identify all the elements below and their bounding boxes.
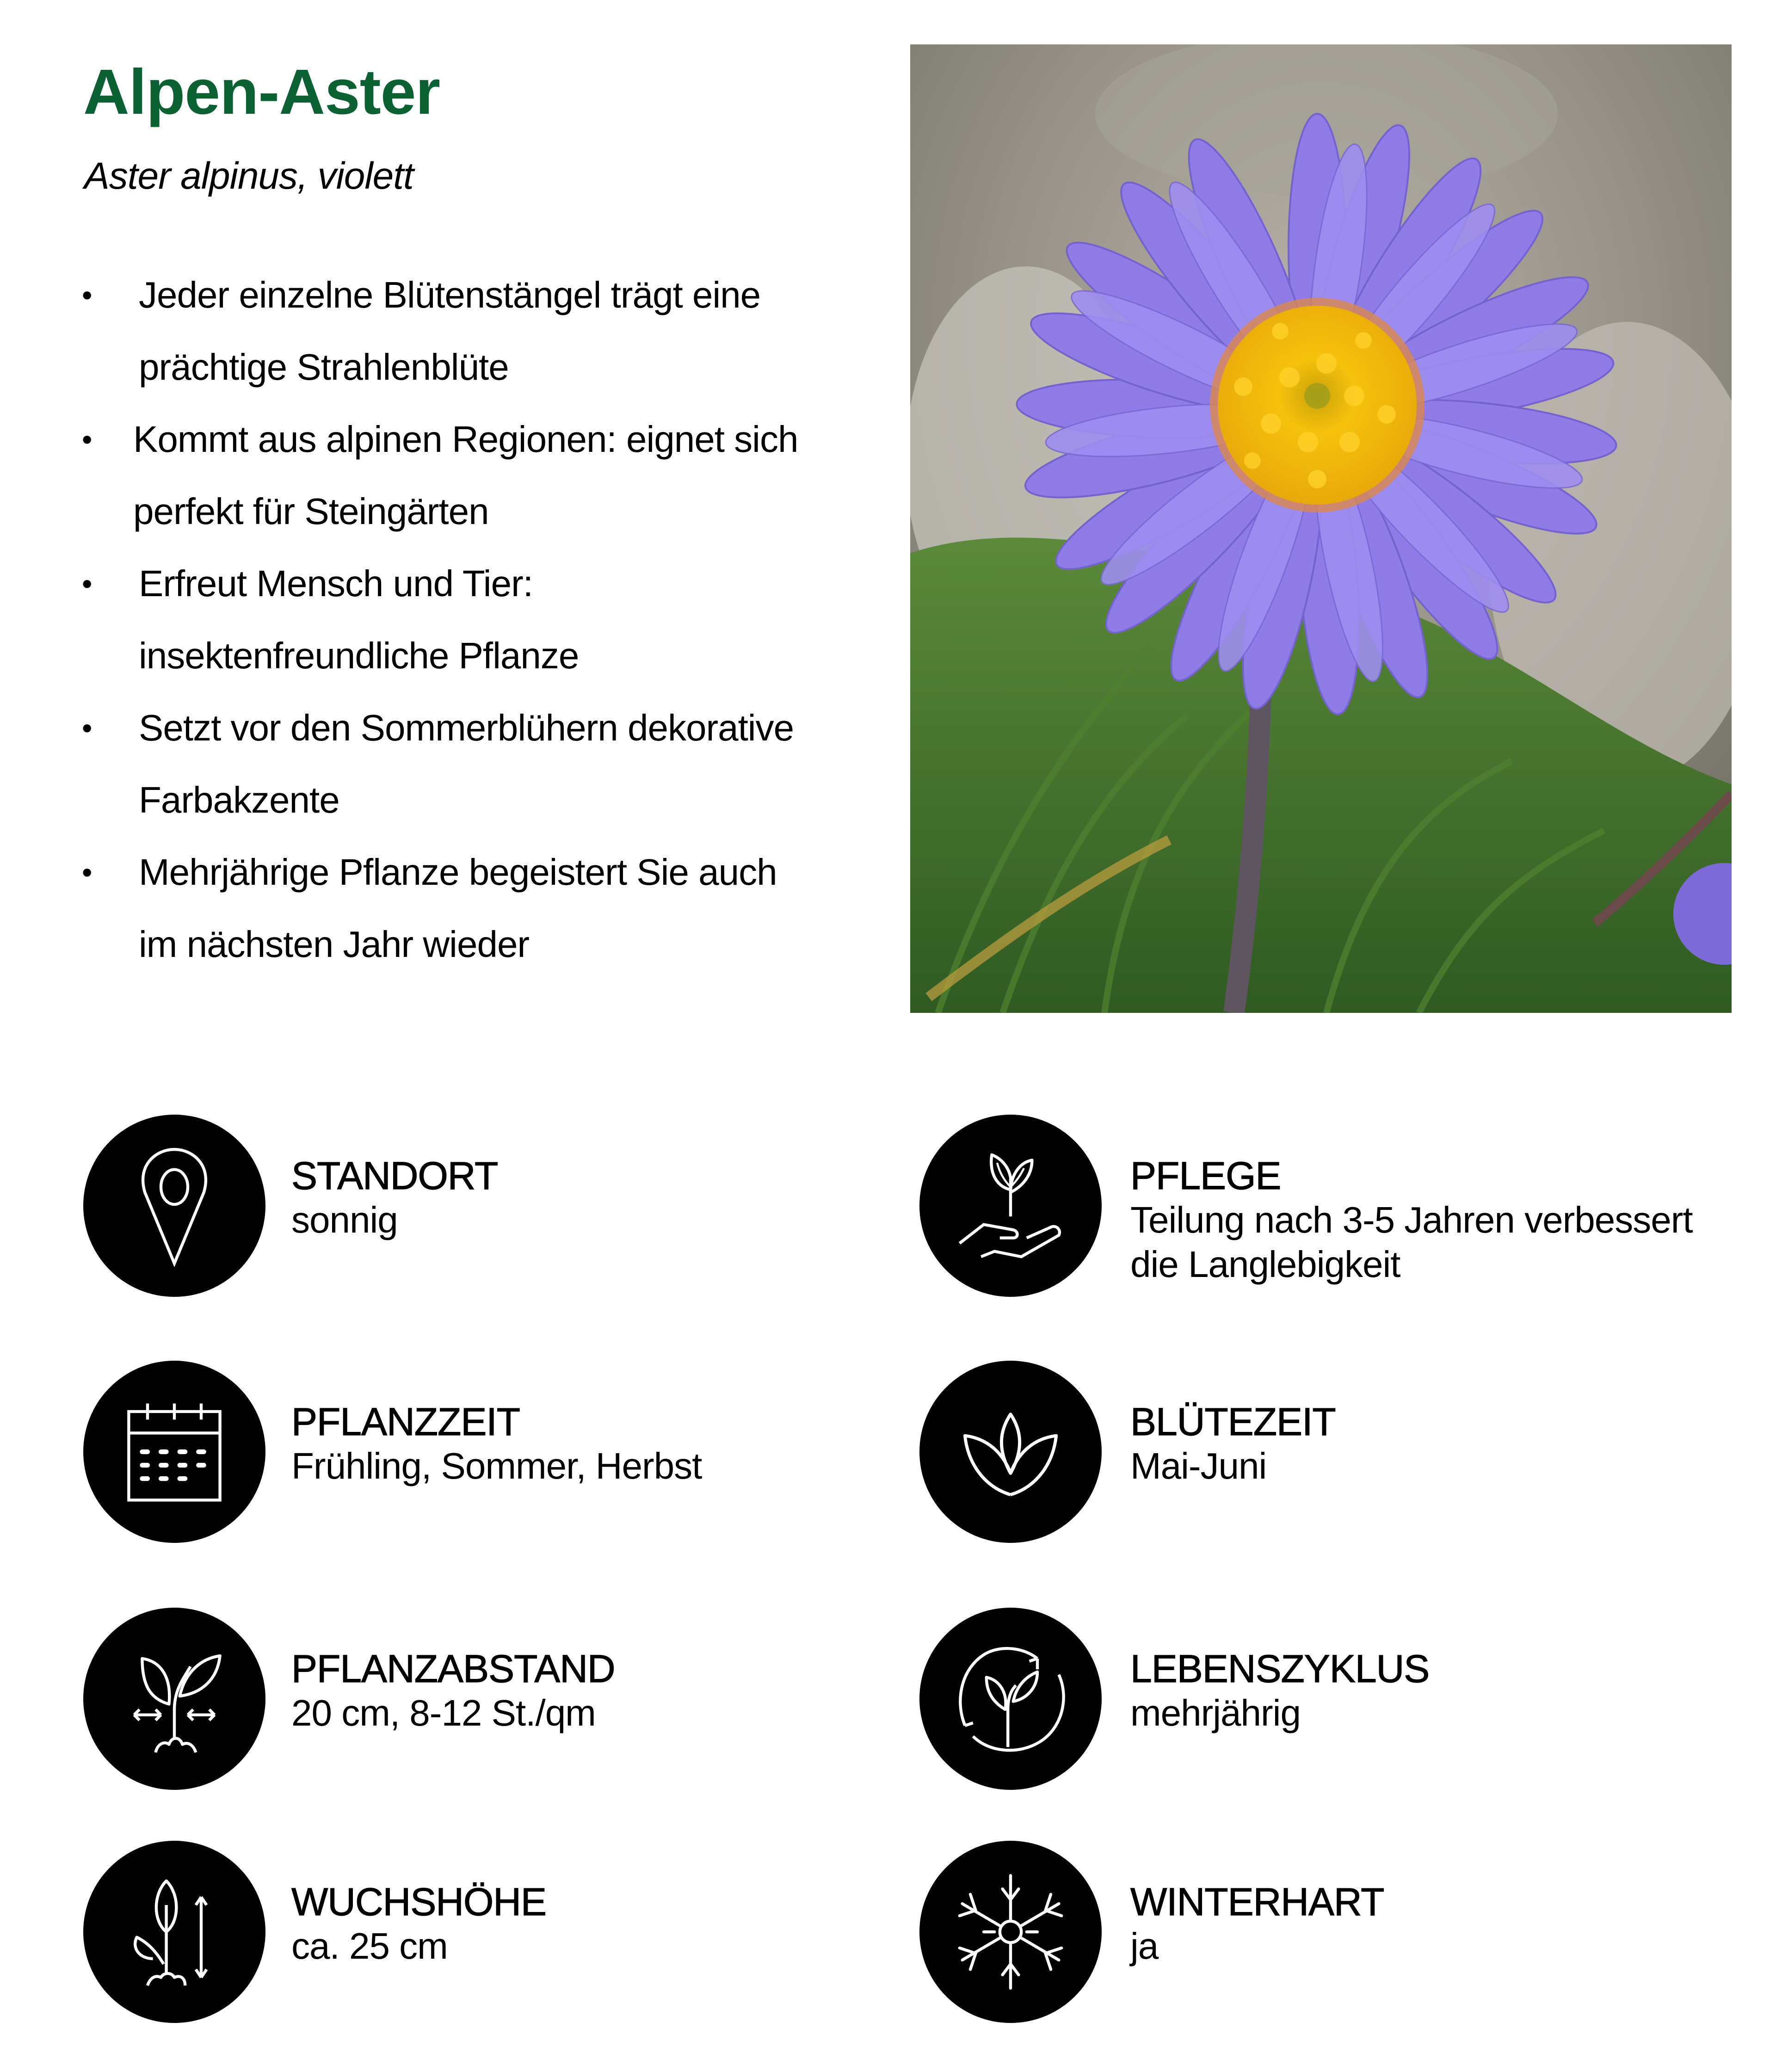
bullet-icon: • bbox=[82, 423, 92, 456]
calendar-icon bbox=[107, 1385, 241, 1519]
snowflake-icon bbox=[944, 1865, 1078, 1999]
bullet-icon: • bbox=[82, 856, 92, 889]
feature-item: • Mehrjährige Pflanze begeistert Sie auch im nächsten Jahr wieder bbox=[79, 836, 874, 980]
lifecycle-icon bbox=[944, 1632, 1078, 1766]
attribute-value: ca. 25 cm bbox=[291, 1925, 448, 1967]
attribute-label: PFLANZABSTAND bbox=[291, 1647, 615, 1690]
attribute-wuchshoehe bbox=[83, 1841, 870, 2026]
attribute-label: LEBENSZYKLUS bbox=[1130, 1647, 1430, 1690]
feature-item: • Setzt vor den Sommerblühern dekorative Farbakzente bbox=[79, 692, 874, 836]
bullet-icon: • bbox=[82, 567, 92, 600]
attribute-value: mehrjährig bbox=[1130, 1692, 1301, 1733]
plant-spacing-icon bbox=[107, 1632, 241, 1766]
attribute-value: Frühling, Sommer, Herbst bbox=[291, 1445, 702, 1486]
product-title: Alpen-Aster bbox=[83, 56, 440, 128]
feature-list bbox=[79, 259, 874, 980]
attribute-pflege bbox=[919, 1115, 1706, 1300]
attribute-label: WINTERHART bbox=[1130, 1880, 1384, 1924]
aster-flower-image bbox=[910, 44, 1732, 1013]
attribute-lebenszyklus bbox=[919, 1608, 1706, 1793]
attribute-value: 20 cm, 8-12 St./qm bbox=[291, 1692, 596, 1733]
bullet-icon: • bbox=[82, 278, 92, 312]
lotus-flower-icon bbox=[944, 1385, 1078, 1519]
attribute-value: Mai-Juni bbox=[1130, 1445, 1267, 1486]
attribute-value: ja bbox=[1130, 1925, 1159, 1967]
bullet-icon: • bbox=[82, 711, 92, 745]
attribute-label: PFLEGE bbox=[1130, 1154, 1281, 1197]
product-photo bbox=[910, 44, 1732, 1013]
attribute-value: Teilung nach 3-5 Jahren verbessert bbox=[1130, 1199, 1693, 1240]
plant-height-icon bbox=[107, 1865, 241, 1999]
attribute-label: BLÜTEZEIT bbox=[1130, 1400, 1336, 1443]
attribute-pflanzabstand bbox=[83, 1608, 870, 1793]
attribute-bluetezeit bbox=[919, 1361, 1706, 1546]
feature-item: • Kommt aus alpinen Regionen: eignet sich perfekt für Steingärten bbox=[79, 403, 874, 548]
attribute-label: WUCHSHÖHE bbox=[291, 1880, 546, 1924]
product-subtitle: Aster alpinus, violett bbox=[84, 155, 413, 197]
attribute-winterhart bbox=[919, 1841, 1706, 2026]
attribute-label: PFLANZZEIT bbox=[291, 1400, 520, 1443]
attribute-label: STANDORT bbox=[291, 1154, 498, 1197]
hand-seedling-icon bbox=[944, 1139, 1078, 1273]
attribute-value: die Langlebigkeit bbox=[1130, 1244, 1400, 1285]
attribute-standort bbox=[83, 1115, 870, 1300]
attribute-pflanzzeit bbox=[83, 1361, 870, 1546]
attribute-value: sonnig bbox=[291, 1199, 398, 1240]
feature-item: • Jeder einzelne Blütenstängel trägt eine prächtige Strahlenblüte bbox=[79, 259, 874, 403]
feature-item: • Erfreut Mensch und Tier: insektenfreundliche Pflanze bbox=[79, 548, 874, 692]
map-pin-icon bbox=[107, 1139, 241, 1273]
